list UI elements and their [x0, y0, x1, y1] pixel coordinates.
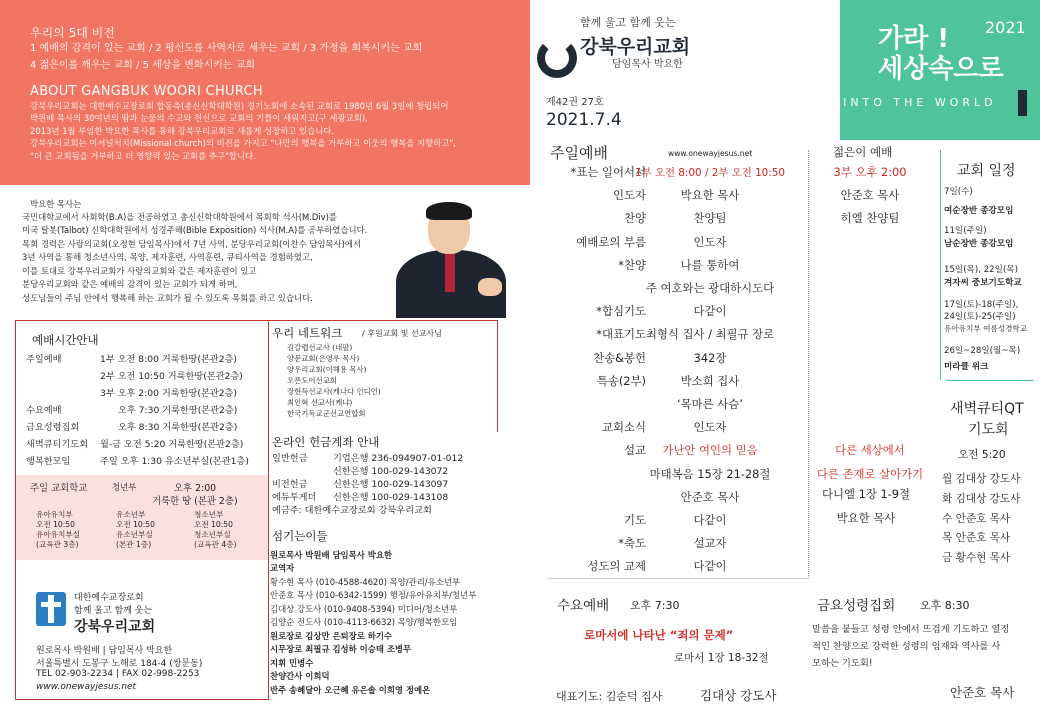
dept-name: 청소년부 — [194, 510, 224, 519]
schedule-date: 24일(토)-25(주일) — [944, 312, 1016, 322]
bio-line: 성도님들이 주님 안에서 행복해 하는 교회가 될 수 있도록 목회를 하고 있습니다. — [22, 293, 313, 303]
service-item-value: 나를 통하여 — [680, 258, 740, 272]
youth-preacher: 박요한 목사 — [836, 511, 896, 525]
worship-time: 오후 7:30 거룩한땅(본관2층) — [118, 405, 238, 416]
fri-desc: 말씀을 붙들고 성령 안에서 뜨겁게 기도하고 열정 — [812, 624, 1010, 635]
worship-label: 수요예배 — [26, 405, 62, 416]
issue-number: 제42권 27호 — [546, 97, 604, 108]
service-item-value: 인도자 — [693, 235, 727, 249]
bio-line: 목회 경력은 사랑의교회(오정현 담임목사)에서 7년 사역, 분당우리교회(이찬수 담임목사)에서 — [22, 239, 362, 249]
schedule-date: 17일(토)-18(주일), — [944, 300, 1019, 310]
fri-preacher: 안준호 목사 — [950, 685, 1015, 700]
photo-hand — [478, 278, 502, 296]
dept-room: 청소년부실 — [194, 530, 231, 539]
service-item-value: 다같이 — [693, 304, 727, 318]
service-item-value: 주 여호와는 광대하시도다 — [645, 281, 775, 295]
service-item-label: *합심기도 — [596, 304, 646, 318]
offering-account: 기업은행 236-094907-01-012 — [333, 453, 464, 464]
church-name: 강북우리교회 — [580, 36, 691, 58]
pastor-line: 담임목사 박요한 — [612, 59, 683, 70]
about-line: 박원배 목사의 30여년의 땀과 눈물의 수고와 헌신으로 교회의 기틀이 세워지고(구 세광교회), — [30, 113, 368, 123]
service-item-label: 성도의 교제 — [587, 559, 646, 573]
footer-url[interactable]: www.onewayjesus.net — [36, 682, 137, 692]
youth-service-value: 안준호 목사 — [840, 188, 900, 202]
offering-account: 신한은행 100-029-143097 — [333, 479, 449, 490]
qt-title-2: 기도회 — [968, 422, 1009, 438]
worship-time: 오후 8:30 거룩한땅(본관2층) — [118, 422, 238, 433]
service-item-label: *찬양 — [618, 258, 646, 272]
about-line: 2013년 1월 부임한 박요한 목사를 통해 강북우리교회로 새롭게 성장하고 있습니다. — [30, 126, 335, 136]
schedule-event: 남순장반 종강모임 — [944, 239, 1014, 249]
service-item-value: 찬양팀 — [693, 211, 727, 225]
service-item-value: 박요한 목사 — [680, 188, 740, 202]
service-title: 주일예배 — [550, 144, 608, 162]
dept-building: (본관 1층) — [116, 540, 152, 549]
network-item: 오픈도어선교회 — [287, 376, 337, 385]
network-item: 최인혁 선교사(케냐) — [287, 398, 353, 407]
dept-time: 오전 10:50 — [116, 520, 155, 529]
bulletin-date: 2021.7.4 — [546, 110, 622, 130]
service-item-value: 마태복음 15장 21-28절 — [649, 467, 771, 481]
service-url[interactable]: www.onewayjesus.net — [668, 149, 753, 158]
schedule-title: 교회 일정 — [957, 163, 1016, 179]
network-item: 한국기독교군선교연합회 — [287, 409, 366, 418]
staff-line: 교역자 — [270, 563, 295, 573]
bio-line: 국민대학교에서 사회학(B.A)을 전공하였고 총신신학대학원에서 목회학 석사(M.Div)를 — [22, 212, 337, 222]
youth-service-value: 3부 오후 2:00 — [833, 165, 907, 179]
worship-time: 주일 오후 1:30 유소년부실(본관1층) — [100, 456, 249, 467]
network-item: 김갈렙선교사 (네팔) — [287, 343, 353, 352]
service-item-label: 인도자 — [612, 188, 646, 202]
staff-line: 안준호 목사 (010-6342-1599) 행정/유아유치부/청년부 — [270, 590, 477, 600]
dept-building: (교육관 3층) — [36, 540, 79, 549]
service-item-label: 특송(2부) — [596, 374, 646, 388]
qt-time: 오전 5:20 — [958, 449, 1006, 461]
dept-time: 오전 10:50 — [36, 520, 75, 529]
wed-time: 오후 7:30 — [630, 599, 680, 612]
cross-logo-icon — [36, 592, 66, 626]
wed-sermon: 로마서에 나타난 “죄의 문제” — [584, 628, 734, 642]
worship-label: 금요성령집회 — [26, 422, 80, 433]
footer-slogan: 함께 울고 함께 웃는 — [74, 606, 153, 616]
qt-day: 월 김대상 강도사 — [942, 473, 1021, 485]
worship-time: 월-금 오전 5:20 거룩한땅(본관2층) — [100, 439, 244, 450]
staff-title: 섬기는이들 — [272, 529, 328, 543]
service-item-value: 최형식 집사 / 최필규 장로 — [645, 327, 775, 341]
qt-day: 금 황수현 목사 — [942, 552, 1011, 564]
schedule-date: 7일(수) — [944, 187, 973, 197]
theme-year: 2021 — [985, 18, 1026, 37]
qt-title: 새벽큐티QT — [950, 401, 1024, 417]
pastor-photo — [382, 200, 518, 318]
service-item-label: 교회소식 — [601, 420, 646, 434]
schedule-date: 26일~28일(월~목) — [944, 346, 1021, 356]
schedule-date: 15일(목), 22일(목) — [944, 265, 1018, 275]
service-item-value: 가난안 여인의 믿음 — [662, 443, 758, 457]
about-title: ABOUT GANGBUK WOORI CHURCH — [30, 84, 263, 99]
service-item-label: *표는 일어서서 — [570, 165, 646, 179]
photo-hair — [426, 202, 472, 220]
vision-line: 1 예배의 감격이 있는 교회 / 2 평신도를 사역자로 세우는 교회 / 3 가정을 회복시키는 교회 — [30, 43, 423, 54]
staff-line: 지휘 민병수 — [270, 658, 314, 668]
youth-place: 거룩한 땅 (본관 2층) — [152, 496, 238, 507]
youth-service-value: 다른 세상에서 — [835, 443, 905, 457]
fri-desc: 적인 찬양으로 강력한 성령의 임재와 역사를 사 — [812, 641, 1001, 652]
worship-time: 3부 오후 2:00 거룩한땅(본관2층) — [100, 388, 238, 399]
offering-account: 신한은행 100-029-143072 — [333, 466, 449, 477]
dept-room: 유소년부실 — [116, 530, 153, 539]
service-item-value: 설교자 — [693, 536, 727, 550]
fri-time: 오후 8:30 — [920, 599, 970, 612]
bracket-decoration — [1018, 90, 1027, 116]
youth-dept: 청년부 — [112, 482, 137, 492]
service-item-label: 예배로의 부름 — [576, 235, 646, 249]
service-divider — [808, 150, 809, 578]
dept-building: (교육관 4층) — [194, 540, 237, 549]
network-subtitle: / 후원교회 및 선교사님 — [362, 329, 442, 338]
offering-label: 비전헌금 — [272, 479, 308, 490]
about-line: 강북우리교회는 미셔널처치(Missional church)의 비전을 가지고 "나만의 행복을 거부하고 이웃의 행복을 지향하고", — [30, 138, 456, 148]
offering-label: 에듀투게더 — [272, 492, 317, 503]
fri-title: 금요성령집회 — [817, 598, 896, 614]
bio-line: 분당우리교회와 같은 예배의 감격이 있는 교회가 되게 하며, — [22, 279, 238, 289]
about-line: 강북우리교회는 대한예수교장로회 합동측(총신신학대학원) 경기노회에 소속된 교회로 1980년 6월 3일에 창립되어 — [30, 101, 449, 111]
worship-time: 1부 오전 8:00 거룩한땅(본관2층) — [100, 354, 238, 365]
service-item-value: 인도자 — [693, 420, 727, 434]
qt-day: 수 안준호 목사 — [942, 513, 1011, 525]
staff-line: 찬양간사 이희덕 — [270, 671, 330, 681]
schedule-event: 여순장반 종강모임 — [944, 206, 1014, 216]
vision-title: 우리의 5대 비전 — [30, 26, 115, 40]
bio-line: 박요한 목사는 — [30, 199, 82, 209]
wed-scripture: 로마서 1장 18-32절 — [674, 652, 769, 664]
staff-line: 원로장로 김상만 은퇴장로 하기수 — [270, 631, 393, 641]
schedule-date: 11일(주일) — [944, 226, 987, 236]
service-item-label: *축도 — [618, 536, 646, 550]
service-item-label: 찬송&봉헌 — [593, 351, 646, 365]
worship-title: 예배시간안내 — [32, 333, 99, 347]
wed-preacher: 김대상 강도사 — [700, 688, 777, 703]
service-item-label: 찬양 — [623, 211, 646, 225]
youth-service-title: 젊은이 예배 — [833, 145, 893, 159]
qt-day: 화 김대상 강도사 — [942, 493, 1021, 505]
dept-time: 오전 10:50 — [194, 520, 233, 529]
dept-name: 유아유치부 — [36, 510, 73, 519]
theme-english: GO! INTO THE WORLD — [802, 96, 997, 109]
wed-title: 수요예배 — [557, 598, 610, 614]
service-item-label: 설교 — [623, 443, 646, 457]
service-item-value: 1부 오전 8:00 / 2부 오전 10:50 — [634, 167, 786, 179]
theme-line-2: 세상속으로 — [878, 54, 1004, 84]
qt-divider — [946, 380, 1034, 381]
offering-holder: 예금주: 대한예수교장로회 강북우리교회 — [272, 505, 432, 516]
bio-line: 이를 토대로 강북우리교회가 사랑의교회와 같은 제자훈련이 있고 — [22, 266, 257, 276]
dept-name: 유소년부 — [116, 510, 146, 519]
dept-room: 유아유치부실 — [36, 530, 81, 539]
school-title: 주일 교회학교 — [30, 483, 88, 494]
youth-time: 오후 2:00 — [174, 483, 217, 494]
service-item-label: 기도 — [623, 513, 646, 527]
worship-label: 행복한모임 — [26, 456, 71, 467]
youth-scripture: 다니엘 1장 1-9절 — [821, 487, 911, 501]
footer-address: 서울특별시 도봉구 노해로 184-4 (쌍문동) — [36, 659, 203, 669]
youth-service-value: 히엘 찬양팀 — [840, 211, 900, 225]
fri-desc: 모하는 기도회! — [812, 658, 873, 669]
bio-line: 미국 탈봇(Talbot) 신학대학원에서 성경주해(Bible Exposition) 석사(M.A)를 공부하였습니다. — [22, 225, 368, 235]
staff-line: 김대상 강도사 (010-9408-5394) 미디어/청소년부 — [270, 604, 458, 614]
worship-time: 2부 오전 10:50 거룩한땅(본관2층) — [100, 371, 243, 382]
worship-label: 새벽큐티기도회 — [26, 439, 89, 450]
bottom-divider — [548, 578, 808, 579]
church-logo-icon — [537, 38, 577, 78]
schedule-event: 겨자씨 중보기도학교 — [944, 278, 1022, 288]
network-item: 장현득선교사(캐나다 인디언) — [287, 387, 381, 396]
vision-line: 4 젊은이를 깨우는 교회 / 5 세상을 변화시키는 교회 — [30, 60, 256, 71]
network-title: 우리 네트워크 — [272, 326, 343, 340]
staff-line: 시무장로 최필규 김성하 이승태 조병무 — [270, 644, 412, 654]
about-line: "더 큰 교회됨을 거부하고 더 영향력 있는 교회를 추구"합니다. — [30, 151, 256, 161]
bio-line: 3년 사역을 통해 청소년사역, 목양, 제자훈련, 사역훈련, 큐티사역을 경험하였고, — [22, 252, 313, 262]
service-item-value: ‘목마른 사슴’ — [677, 397, 743, 411]
staff-line: 반주 송혜달아 오근혜 유은솔 이희영 정예온 — [270, 685, 431, 695]
footer-phone: TEL 02-903-2234 | FAX 02-998-2253 — [36, 669, 200, 679]
service-item-value: 안준호 목사 — [680, 490, 740, 504]
offering-account: 신한은행 100-029-143108 — [333, 492, 449, 503]
worship-label: 주일예배 — [26, 354, 62, 365]
qt-day: 목 안준호 목사 — [942, 532, 1011, 544]
schedule-event: 유아유치부 여름성경학교 — [944, 324, 1028, 333]
photo-tie — [445, 252, 455, 292]
network-item: 양우리교회(이해용 목사) — [287, 365, 367, 374]
service-item-label: *대표기도 — [596, 327, 646, 341]
footer-org: 대한예수교장로회 — [74, 593, 144, 603]
footer-church-name: 강북우리교회 — [74, 619, 156, 635]
service-item-value: 342장 — [693, 351, 727, 365]
service-item-value: 다같이 — [693, 559, 727, 573]
staff-line: 김양순 전도사 (010-4113-6632) 목양/행복한모임 — [270, 617, 458, 627]
schedule-event: 미라클 위크 — [944, 362, 989, 372]
offering-title: 온라인 헌금계좌 안내 — [272, 435, 380, 449]
network-item: 양문교회(은영우 목사) — [287, 354, 360, 363]
theme-line-1: 가라 ! — [878, 24, 950, 54]
service-item-value: 박소희 집사 — [680, 374, 740, 388]
church-slogan: 함께 울고 함께 웃는 — [580, 16, 676, 29]
staff-line: 원로목사 박원배 담임목사 박요한 — [270, 550, 393, 560]
footer-pastors: 원로목사 박원배 | 담임목사 박요한 — [36, 646, 173, 656]
youth-service-value: 다른 존재로 살아가기 — [816, 467, 924, 481]
staff-line: 황수현 목사 (010-4588-4620) 목양/관리/유소년부 — [270, 577, 460, 587]
service-item-value: 다같이 — [693, 513, 727, 527]
wed-prayer: 대표기도: 김순덕 집사 — [556, 690, 663, 703]
offering-label: 일반헌금 — [272, 453, 308, 464]
